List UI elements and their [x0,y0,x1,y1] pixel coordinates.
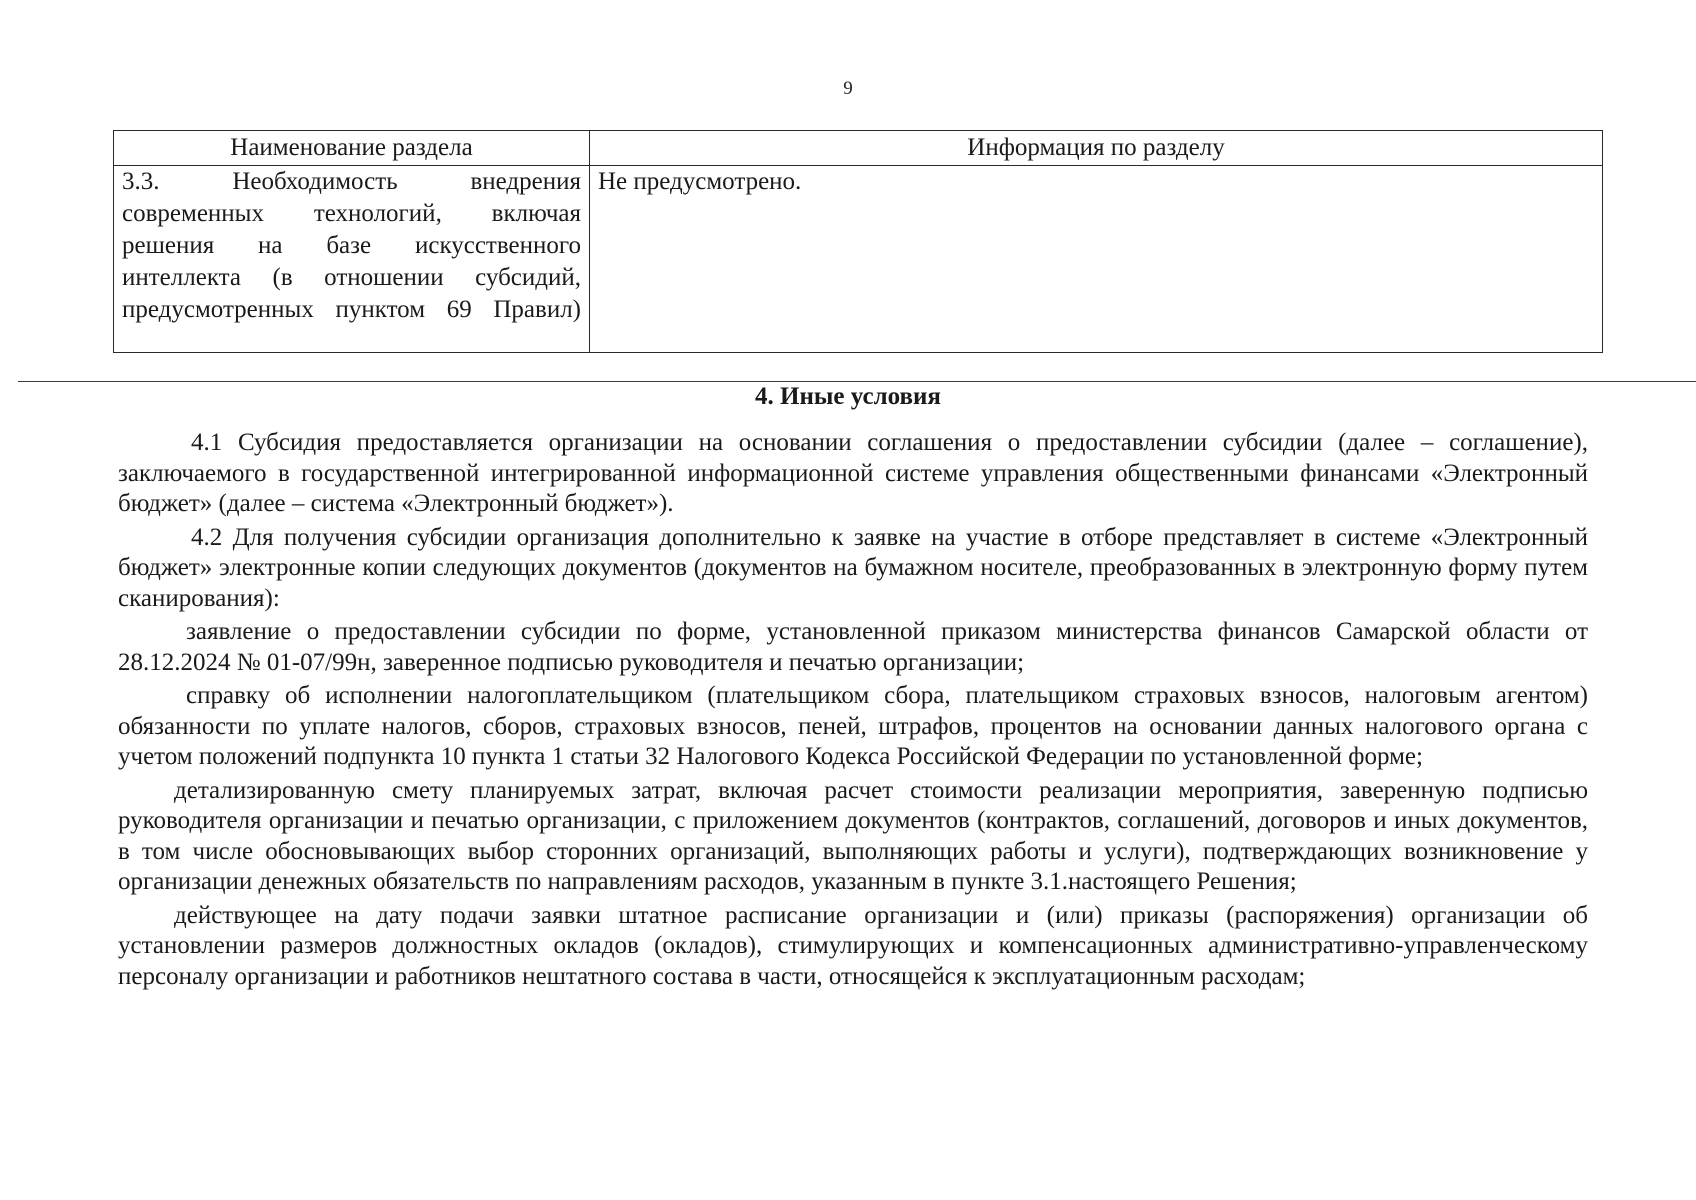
page-number: 9 [843,78,853,99]
paragraph-application: заявление о предоставлении субсидии по форме, установленной приказом министерства финансов Самарской области от 28.12.2024 № 01-07/99н, заверенное подписью руководителя и печатью организации; [118,618,1588,676]
section-info-table [113,130,1603,353]
paragraph-staff-schedule: действующее на дату подачи заявки штатное расписание организации и (или) приказы (распоряжения) организации об установлении размеров должностных окладов (окладов), стимулирующих и компенсационных административно-управленческому персоналу организации и работников нештатного состава в части, относящейся к эксплуатационным расходам; [118,901,1588,990]
section-name-cell: 3.3. Необходимость внедрения современных технологий, включая решения на базе искусственного интеллекта (в отношении субсидий, предусмотренных пунктом 69 Правил) [114,166,590,353]
section-body [118,428,1588,992]
paragraph-cost-estimate: детализированную смету планируемых затрат, включая расчет стоимости реализации мероприятия, заверенную подписью руководителя организации и печатью организации, с приложением документов (контрактов, соглашений, договоров и иных документов, в том числе обосновывающих выбор сторонних организаций, выполняющих работы и услуги), подтверждающих возникновение у организации денежных обязательств по направлениям расходов, указанным в пункте 3.1.настоящего Решения; [118,776,1588,895]
table-header-row [114,131,1603,166]
paragraph-4-2: 4.2 Для получения субсидии организация дополнительно к заявке на участие в отборе представляет в системе «Электронный бюджет» электронные копии следующих документов (документов на бумажном носителе, преобразованных в электронную форму путем сканирования): [118,523,1588,612]
paragraph-tax-certificate: справку об исполнении налогоплательщиком (плательщиком сбора, плательщиком страховых взносов, налоговым агентом) обязанности по уплате налогов, сборов, страховых взносов, пеней, штрафов, процентов на основании данных налогового органа с учетом положений подпункта 10 пункта 1 статьи 32 Налогового Кодекса Российской Федерации по установленной форме; [118,682,1588,770]
table-row [114,166,1603,353]
column-header-name: Наименование раздела [114,131,590,166]
paragraph-4-1: 4.1 Субсидия предоставляется организации на основании соглашения о предоставлении субсидии (далее – соглашение), заключаемого в государственной интегрированной информационной системе управления общественными финансами «Электронный бюджет» (далее – система «Электронный бюджет»). [118,429,1588,517]
section-info-cell: Не предусмотрено. [590,166,1603,353]
column-header-info: Информация по разделу [590,131,1603,166]
section-heading: 4. Иные условия [755,383,941,410]
